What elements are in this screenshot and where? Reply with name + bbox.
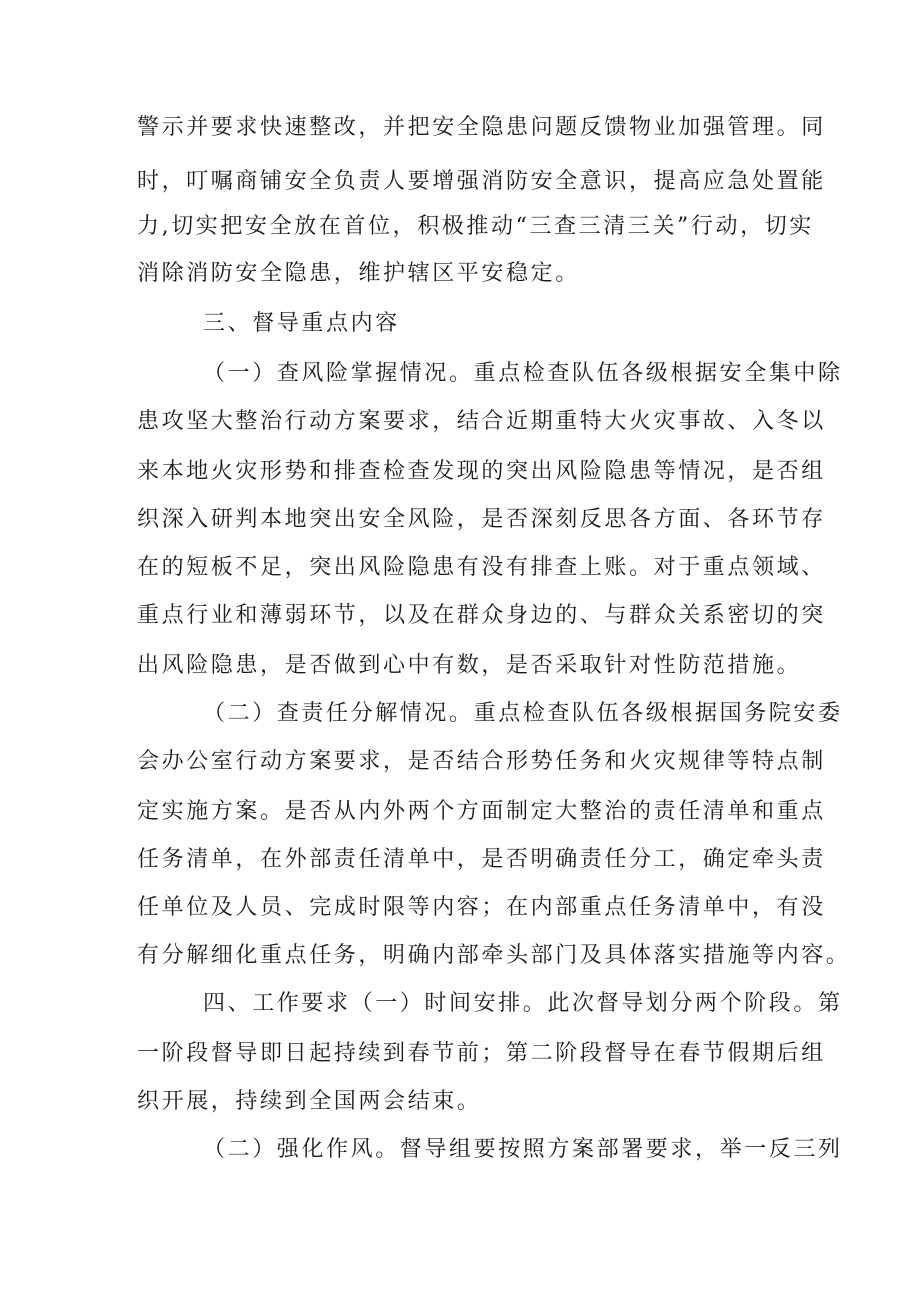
paragraph-line: （一）查风险掌握情况。重点检查队伍各级根据安全集中除 [203, 361, 843, 386]
paragraph-line: 警示并要求快速整改，并把安全隐患问题反馈物业加强管理。同 [137, 115, 826, 140]
paragraph-line: 时，叮嘱商铺安全负责人要增强消防安全意识，提高应急处置能 [137, 169, 826, 194]
paragraph-line: （二）强化作风。督导组要按照方案部署要求，举一反三列 [203, 1137, 843, 1162]
paragraph-line: 重点行业和薄弱环节，以及在群众身边的、与群众关系密切的突 [137, 603, 826, 628]
paragraph-line: 四、工作要求（一）时间安排。此次督导划分两个阶段。第 [203, 991, 843, 1016]
paragraph-line: 在的短板不足，突出风险隐患有没有排查上账。对于重点领域、 [137, 555, 826, 580]
paragraph-line: 织开展，持续到全国两会结束。 [137, 1089, 482, 1114]
paragraph-line: 任务清单，在外部责任清单中，是否明确责任分工，确定牵头责 [137, 847, 826, 872]
paragraph-line: 织深入研判本地突出安全风险，是否深刻反思各方面、各环节存 [137, 507, 826, 532]
section-heading: 三、督导重点内容 [203, 311, 400, 336]
paragraph-line: 会办公室行动方案要求，是否结合形势任务和火灾规律等特点制 [137, 749, 826, 774]
paragraph-line: 一阶段督导即日起持续到春节前；第二阶段督导在春节假期后组 [137, 1041, 826, 1066]
paragraph-line: 定实施方案。是否从内外两个方面制定大整治的责任清单和重点 [137, 799, 826, 824]
paragraph-line: 力,切实把安全放在首位，积极推动“三查三清三关”行动，切实 [137, 214, 814, 239]
paragraph-line: 出风险隐患，是否做到心中有数，是否采取针对性防范措施。 [137, 653, 802, 678]
paragraph-line: 消除消防安全隐患，维护辖区平安稳定。 [137, 261, 580, 286]
paragraph-line: 患攻坚大整治行动方案要求，结合近期重特大火灾事故、入冬以 [137, 409, 826, 434]
paragraph-line: 有分解细化重点任务，明确内部牵头部门及具体落实措施等内容。 [137, 943, 851, 968]
paragraph-line: 任单位及人员、完成时限等内容；在内部重点任务清单中，有没 [137, 895, 826, 920]
paragraph-line: （二）查责任分解情况。重点检查队伍各级根据国务院安委 [203, 701, 843, 726]
paragraph-line: 来本地火灾形势和排查检查发现的突出风险隐患等情况，是否组 [137, 459, 826, 484]
